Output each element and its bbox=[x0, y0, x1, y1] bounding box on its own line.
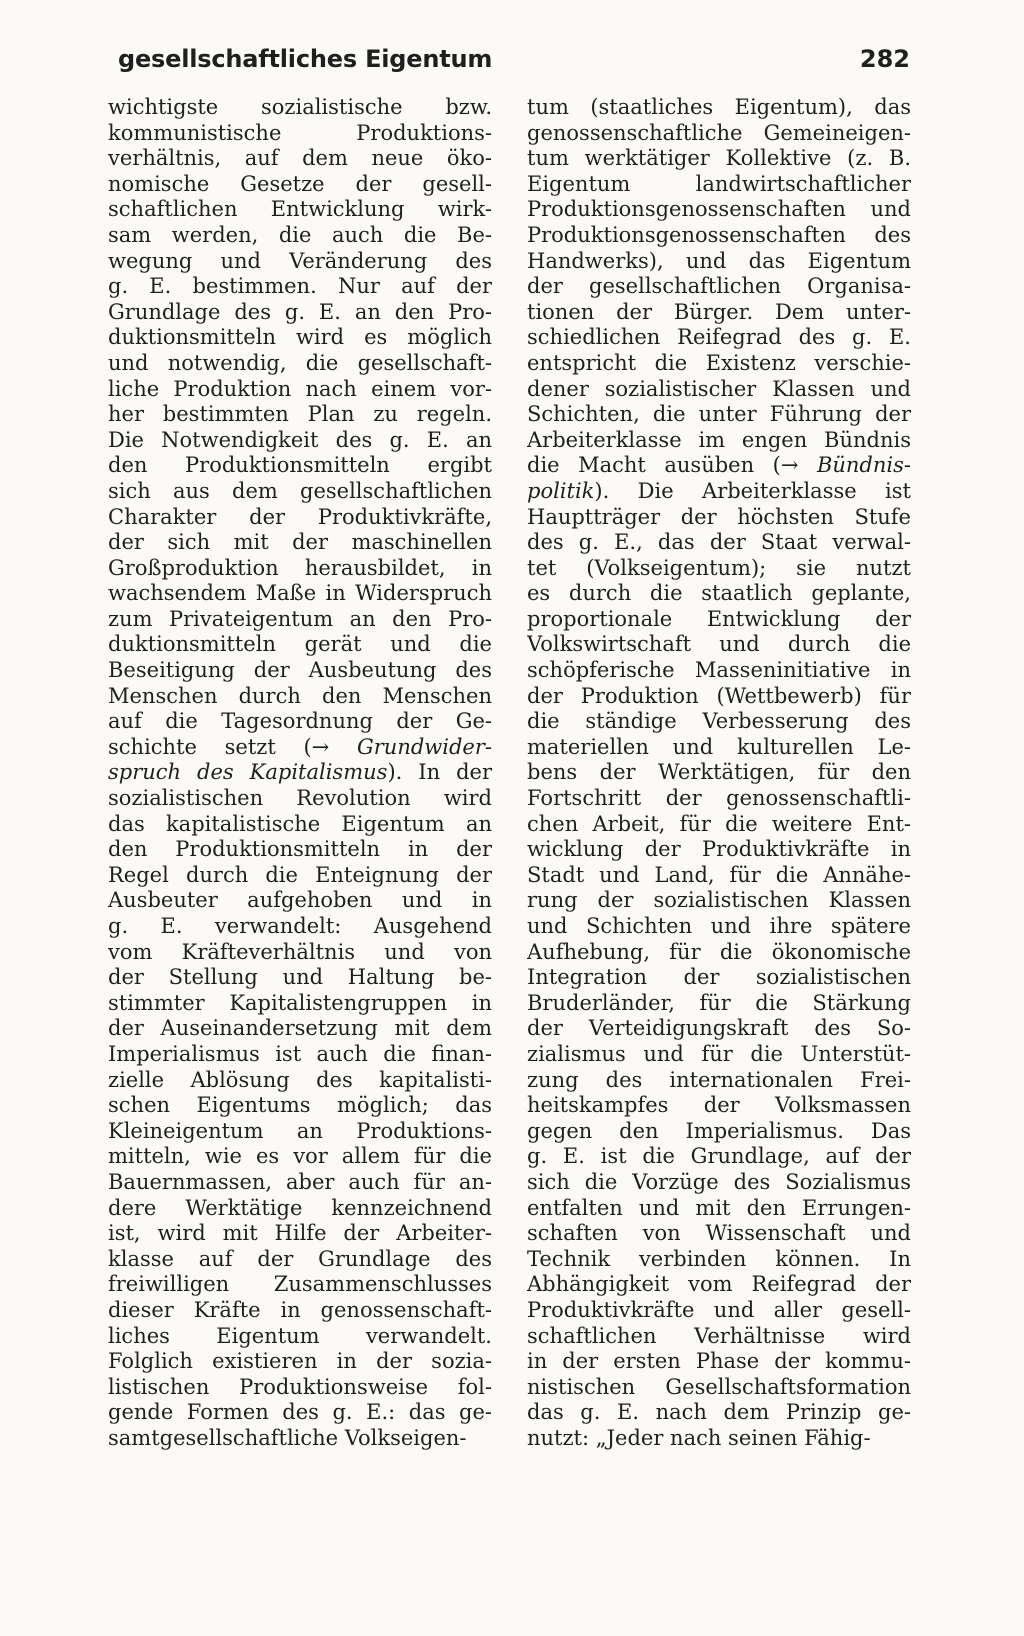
italic-term: spruch des Kapitalismus bbox=[108, 760, 388, 785]
text-line: den Produktionsmitteln in der bbox=[108, 837, 492, 862]
text-line: der sich mit der maschinellen bbox=[108, 530, 492, 555]
page-number: 282 bbox=[859, 45, 910, 73]
text-line: politik). Die Arbeiterklasse ist bbox=[527, 478, 911, 503]
text-line: Arbeiterklasse im engen Bündnis bbox=[527, 427, 911, 452]
text-line: Bauernmassen, aber auch für an- bbox=[108, 1169, 492, 1194]
text-line: Abhängigkeit vom Reifegrad der bbox=[527, 1272, 911, 1297]
text-line: g. E. verwandelt: Ausgehend bbox=[108, 914, 492, 938]
text-line: tum (staatliches Eigentum), das bbox=[527, 95, 911, 119]
text-line: schöpferische Masseninitiative in bbox=[527, 658, 911, 683]
text-line: und notwendig, die gesellschaft- bbox=[108, 350, 492, 375]
text-line: sozialistischen Revolution wird bbox=[108, 786, 492, 811]
text-line: sich aus dem gesellschaftlichen bbox=[108, 478, 492, 503]
text-line: entspricht die Existenz verschie- bbox=[527, 350, 911, 375]
text-line: Grundlage des g. E. an den Pro- bbox=[108, 299, 492, 324]
text-line: duktionsmitteln wird es möglich bbox=[108, 325, 492, 350]
text-line: samtgesellschaftliche Volkseigen- bbox=[108, 1425, 467, 1450]
text-line: Stadt und Land, für die Annähe- bbox=[527, 862, 911, 887]
text-line: wicklung der Produktivkräfte in bbox=[527, 837, 911, 862]
text-line: Regel durch die Enteignung der bbox=[108, 862, 492, 887]
text-line: sich die Vorzüge des Sozialismus bbox=[527, 1169, 911, 1194]
text-line: schen Eigentums möglich; das bbox=[108, 1093, 492, 1118]
text-line: wachsendem Maße in Widerspruch bbox=[108, 581, 492, 606]
text-line: zielle Ablösung des kapitalisti- bbox=[108, 1067, 492, 1092]
running-header-title: gesellschaftliches Eigentum bbox=[118, 45, 493, 73]
text-line: verhältnis, auf dem neue öko- bbox=[108, 146, 492, 171]
text-line: Beseitigung der Ausbeutung des bbox=[108, 658, 492, 683]
text-line: zum Privateigentum an den Pro- bbox=[108, 606, 492, 631]
text-line: in der ersten Phase der kommu- bbox=[527, 1349, 911, 1374]
text-line: listischen Produktionsweise fol- bbox=[108, 1374, 492, 1399]
text-line: und Schichten und ihre spätere bbox=[527, 914, 911, 938]
text-line: schiedlichen Reifegrad des g. E. bbox=[527, 325, 911, 350]
text-line: schichte setzt (→ Grundwider- bbox=[108, 734, 492, 759]
text-line: kommunistische Produktions- bbox=[108, 120, 492, 145]
text-line: vom Kräfteverhältnis und von bbox=[108, 939, 492, 964]
text-line: das kapitalistische Eigentum an bbox=[108, 811, 492, 836]
text-line: rung der sozialistischen Klassen bbox=[527, 888, 911, 913]
text-line: dieser Kräfte in genossenschaft- bbox=[108, 1297, 492, 1322]
text-line: Fortschritt der genossenschaftli- bbox=[527, 786, 911, 811]
text-line: g. E. bestimmen. Nur auf der bbox=[108, 274, 492, 299]
text-line: Eigentum landwirtschaftlicher bbox=[527, 171, 911, 196]
text-line: Technik verbinden können. In bbox=[527, 1246, 911, 1271]
text-line: nutzt: „Jeder nach seinen Fähig- bbox=[527, 1425, 871, 1450]
text-line: nistischen Gesellschaftsformation bbox=[527, 1374, 911, 1399]
text-line: dere Werktätige kennzeichnend bbox=[108, 1195, 492, 1220]
text-line: Handwerks), und das Eigentum bbox=[527, 248, 911, 273]
text-line: auf die Tagesordnung der Ge- bbox=[108, 709, 492, 734]
text-line: klasse auf der Grundlage des bbox=[108, 1246, 492, 1271]
text-line: spruch des Kapitalismus). In der bbox=[108, 760, 492, 785]
text-line: Bruderländer, für die Stärkung bbox=[527, 990, 911, 1015]
text-line: wichtigste sozialistische bzw. bbox=[108, 95, 492, 119]
text-line: freiwilligen Zusammenschlusses bbox=[108, 1272, 492, 1297]
text-line: sam werden, die auch die Be- bbox=[108, 222, 492, 247]
text-line: des g. E., das der Staat verwal- bbox=[527, 530, 911, 555]
text-line: Integration der sozialistischen bbox=[527, 965, 911, 990]
text-line: Aufhebung, für die ökonomische bbox=[527, 939, 911, 964]
text-line: dener sozialistischer Klassen und bbox=[527, 376, 911, 401]
text-line: tionen der Bürger. Dem unter- bbox=[527, 299, 911, 324]
text-line: die Macht ausüben (→ Bündnis- bbox=[527, 453, 911, 478]
text-line: zung des internationalen Frei- bbox=[527, 1067, 911, 1092]
text-line: her bestimmten Plan zu regeln. bbox=[108, 402, 492, 427]
text-line: Hauptträger der höchsten Stufe bbox=[527, 504, 911, 529]
text-line: Folglich existieren in der sozia- bbox=[108, 1349, 492, 1374]
text-line: der gesellschaftlichen Organisa- bbox=[527, 274, 911, 299]
text-line: Großproduktion herausbildet, in bbox=[108, 555, 492, 580]
italic-term: Bündnis- bbox=[816, 453, 911, 478]
text-line: Produktionsgenossenschaften des bbox=[527, 222, 911, 247]
text-line: Charakter der Produktivkräfte, bbox=[108, 504, 492, 529]
text-line: Volkswirtschaft und durch die bbox=[527, 632, 911, 657]
text-line: schaften von Wissenschaft und bbox=[527, 1221, 911, 1246]
text-line: liches Eigentum verwandelt. bbox=[108, 1323, 492, 1348]
text-line: bens der Werktätigen, für den bbox=[527, 760, 911, 785]
italic-term: politik bbox=[527, 478, 595, 503]
text-line: Produktivkräfte und aller gesell- bbox=[527, 1297, 911, 1322]
text-line: die ständige Verbesserung des bbox=[527, 709, 911, 734]
text-line: chen Arbeit, für die weitere Ent- bbox=[527, 811, 911, 836]
text-line: materiellen und kulturellen Le- bbox=[527, 734, 911, 759]
text-column-left bbox=[108, 95, 492, 1451]
text-line: mitteln, wie es vor allem für die bbox=[108, 1144, 492, 1169]
text-column-right bbox=[527, 95, 911, 1451]
text-line: g. E. ist die Grundlage, auf der bbox=[527, 1144, 911, 1169]
text-line: duktionsmitteln gerät und die bbox=[108, 632, 492, 657]
text-line: Kleineigentum an Produktions- bbox=[108, 1118, 492, 1143]
text-line: nomische Gesetze der gesell- bbox=[108, 171, 492, 196]
text-line: heitskampfes der Volksmassen bbox=[527, 1093, 911, 1118]
text-line: der Stellung und Haltung be- bbox=[108, 965, 492, 990]
text-line: gende Formen des g. E.: das ge- bbox=[108, 1400, 492, 1425]
text-line: stimmter Kapitalistengruppen in bbox=[108, 990, 492, 1015]
text-line: entfalten und mit den Errungen- bbox=[527, 1195, 911, 1220]
text-line: schaftlichen Verhältnisse wird bbox=[527, 1323, 911, 1348]
text-line: Produktionsgenossenschaften und bbox=[527, 197, 911, 222]
text-line: das g. E. nach dem Prinzip ge- bbox=[527, 1400, 911, 1425]
text-line: Schichten, die unter Führung der bbox=[527, 402, 911, 427]
text-line: der Produktion (Wettbewerb) für bbox=[527, 683, 911, 708]
italic-term: Grundwider- bbox=[356, 734, 492, 759]
text-line: zialismus und für die Unterstüt- bbox=[527, 1041, 911, 1066]
text-line: Die Notwendigkeit des g. E. an bbox=[108, 427, 492, 452]
text-line: der Verteidigungskraft des So- bbox=[527, 1016, 911, 1041]
text-line: proportionale Entwicklung der bbox=[527, 606, 911, 631]
text-line: wegung und Veränderung des bbox=[108, 248, 492, 273]
text-line: tum werktätiger Kollektive (z. B. bbox=[527, 146, 911, 171]
text-line: Menschen durch den Menschen bbox=[108, 683, 492, 708]
text-line: gegen den Imperialismus. Das bbox=[527, 1118, 911, 1143]
text-line: der Auseinandersetzung mit dem bbox=[108, 1016, 492, 1041]
text-line: den Produktionsmitteln ergibt bbox=[108, 453, 492, 478]
text-line: ist, wird mit Hilfe der Arbeiter- bbox=[108, 1221, 492, 1246]
text-line: Ausbeuter aufgehoben und in bbox=[108, 888, 492, 913]
text-line: es durch die staatlich geplante, bbox=[527, 581, 911, 606]
text-line: liche Produktion nach einem vor- bbox=[108, 376, 492, 401]
text-line: genossenschaftliche Gemeineigen- bbox=[527, 120, 911, 145]
text-line: schaftlichen Entwicklung wirk- bbox=[108, 197, 492, 222]
text-line: tet (Volkseigentum); sie nutzt bbox=[527, 555, 911, 580]
text-line: Imperialismus ist auch die finan- bbox=[108, 1041, 492, 1066]
